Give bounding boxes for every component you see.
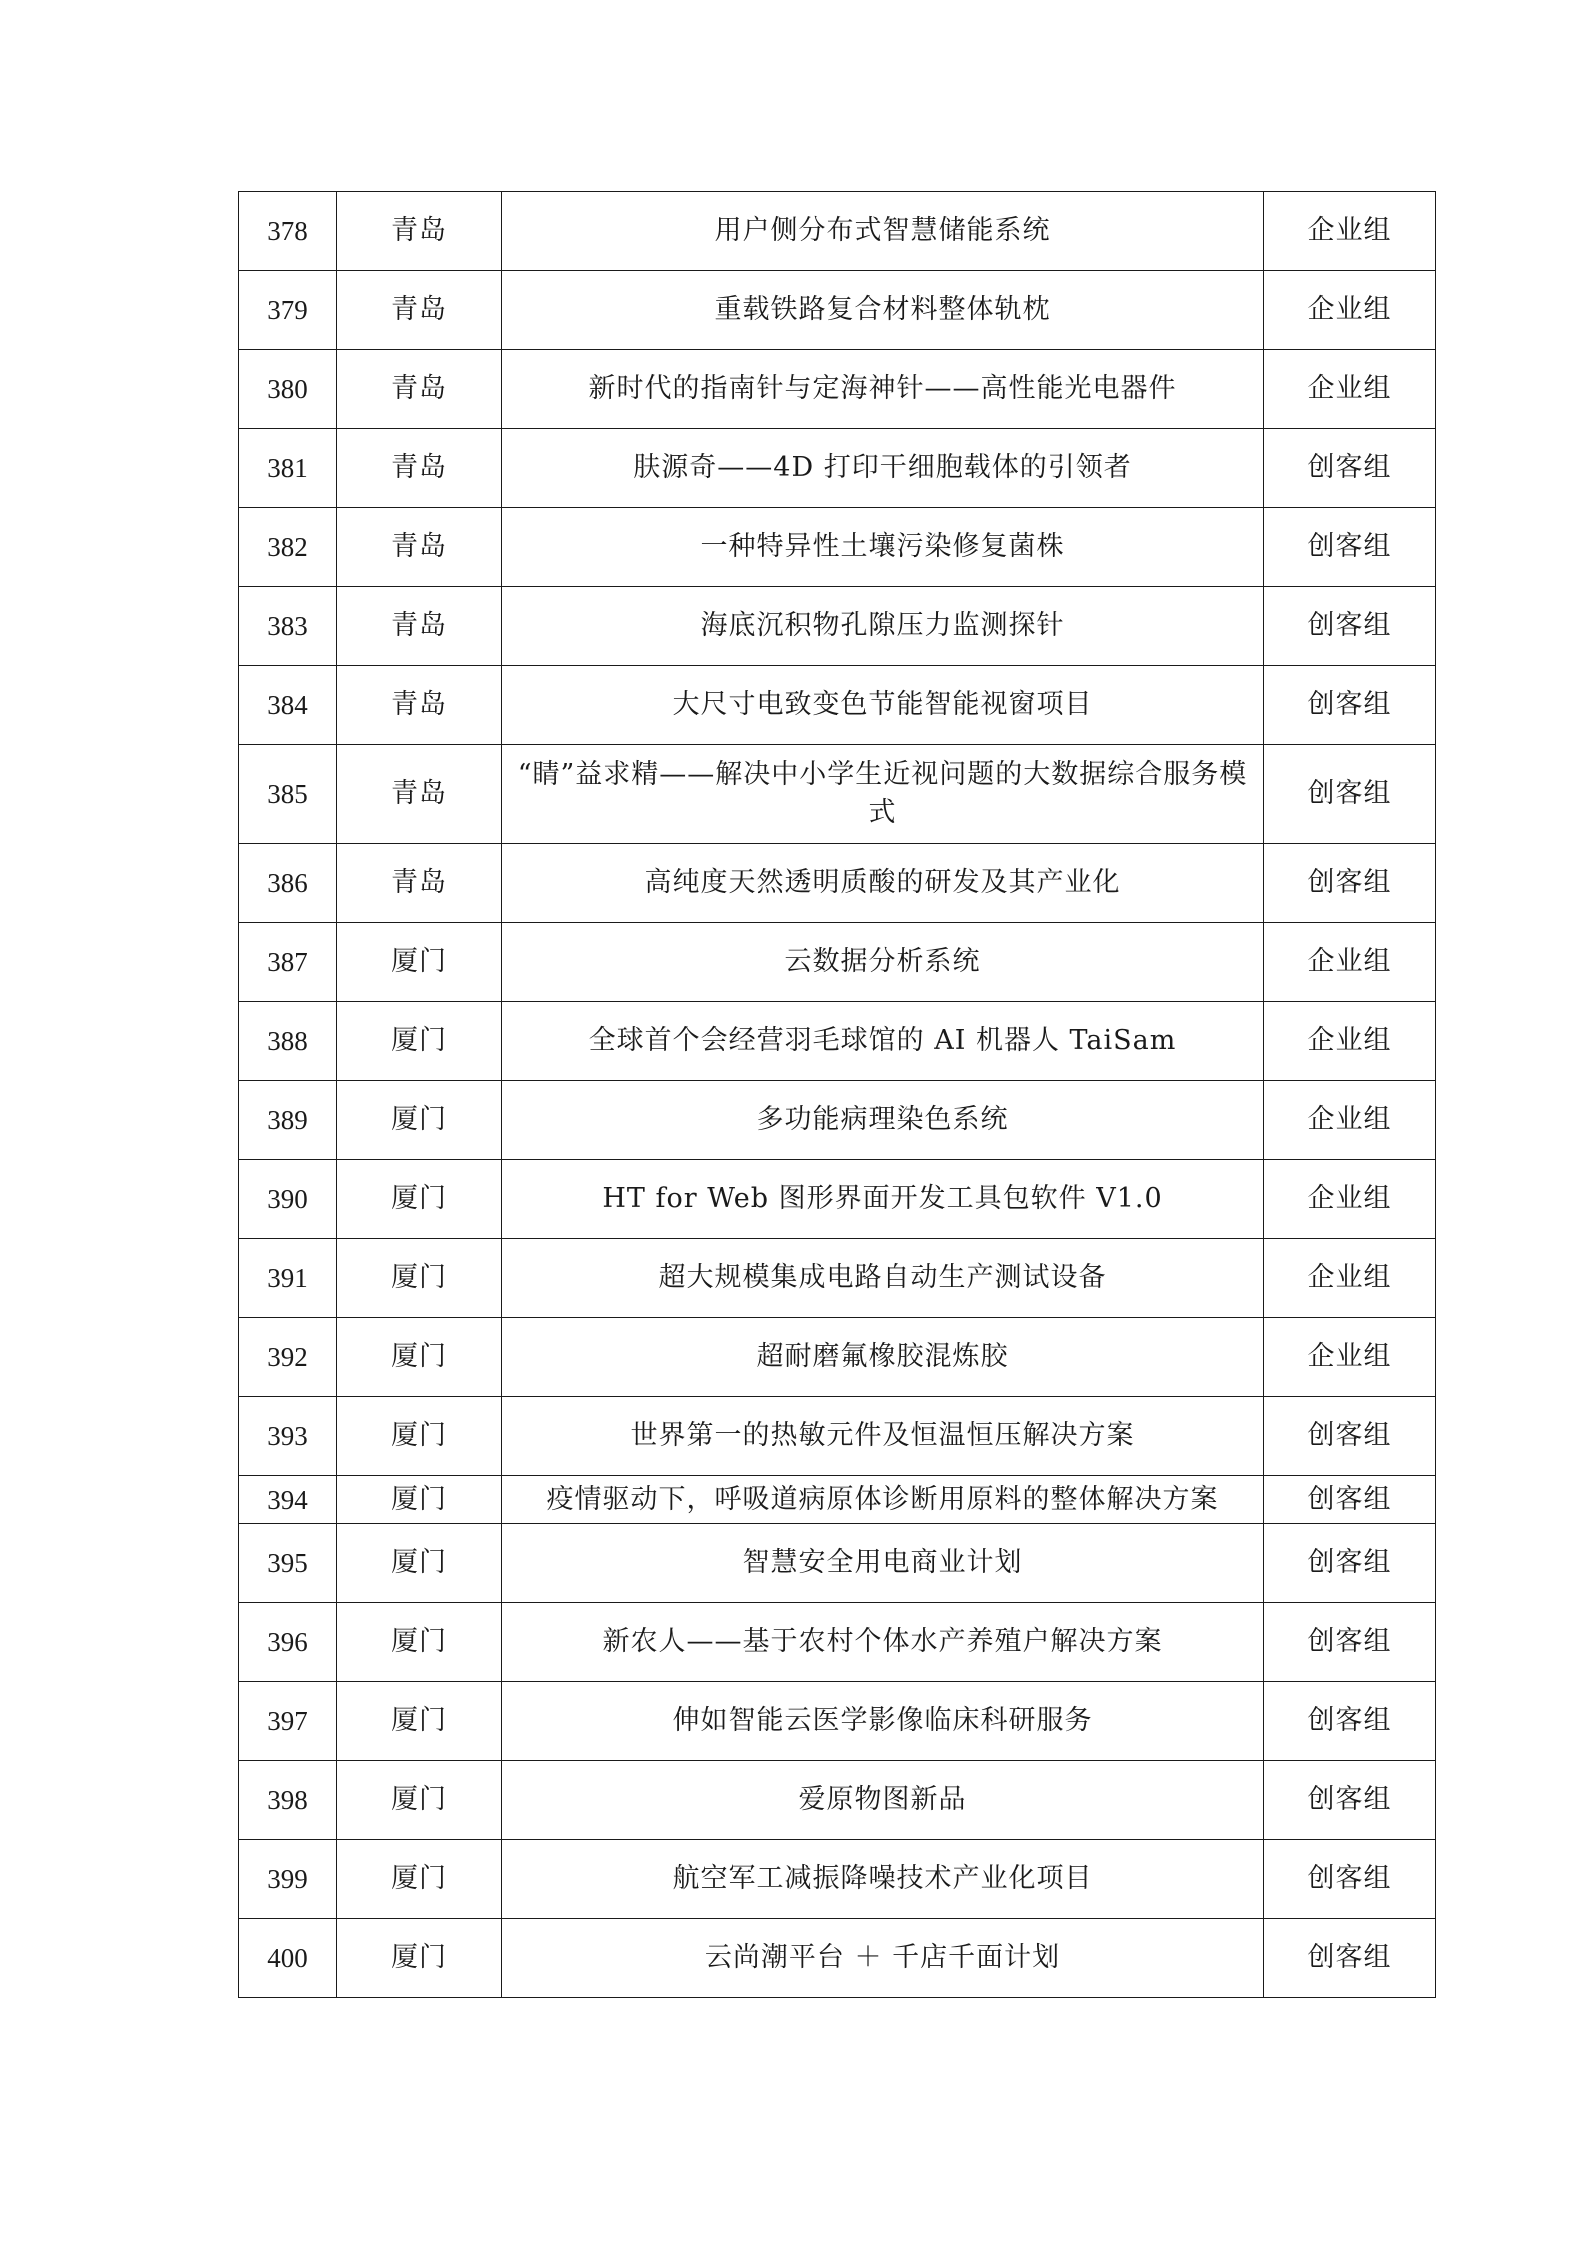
project-name-cell: 云数据分析系统 [502, 923, 1264, 1002]
project-name-cell: 云尚潮平台 ＋ 千店千面计划 [502, 1919, 1264, 1998]
table-row [239, 745, 1436, 844]
city-cell: 青岛 [337, 587, 502, 666]
city-cell: 厦门 [337, 1682, 502, 1761]
project-name-cell: 新农人——基于农村个体水产养殖户解决方案 [502, 1603, 1264, 1682]
table-row [239, 1397, 1436, 1476]
table-row [239, 1160, 1436, 1239]
city-cell: 厦门 [337, 1476, 502, 1524]
table-row [239, 1603, 1436, 1682]
table-row [239, 1682, 1436, 1761]
city-cell: 厦门 [337, 1761, 502, 1840]
table-row [239, 1081, 1436, 1160]
group-cell: 创客组 [1264, 1919, 1436, 1998]
city-cell: 厦门 [337, 1318, 502, 1397]
project-name-cell: 一种特异性土壤污染修复菌株 [502, 508, 1264, 587]
row-number-cell: 391 [239, 1239, 337, 1318]
project-table [238, 191, 1436, 1998]
group-cell: 创客组 [1264, 508, 1436, 587]
project-name-cell: 新时代的指南针与定海神针——高性能光电器件 [502, 350, 1264, 429]
project-name-cell: 大尺寸电致变色节能智能视窗项目 [502, 666, 1264, 745]
project-name-cell: 世界第一的热敏元件及恒温恒压解决方案 [502, 1397, 1264, 1476]
table-row [239, 587, 1436, 666]
row-number-cell: 392 [239, 1318, 337, 1397]
city-cell: 青岛 [337, 666, 502, 745]
group-cell: 创客组 [1264, 1603, 1436, 1682]
city-cell: 厦门 [337, 1239, 502, 1318]
project-name-cell: 超耐磨氟橡胶混炼胶 [502, 1318, 1264, 1397]
table-row [239, 429, 1436, 508]
project-name-cell: 海底沉积物孔隙压力监测探针 [502, 587, 1264, 666]
table-row [239, 1002, 1436, 1081]
table-row [239, 271, 1436, 350]
project-name-cell: 超大规模集成电路自动生产测试设备 [502, 1239, 1264, 1318]
table-row [239, 923, 1436, 1002]
row-number-cell: 388 [239, 1002, 337, 1081]
group-cell: 创客组 [1264, 1840, 1436, 1919]
project-name-cell: 爱原物图新品 [502, 1761, 1264, 1840]
row-number-cell: 379 [239, 271, 337, 350]
city-cell: 青岛 [337, 271, 502, 350]
row-number-cell: 378 [239, 192, 337, 271]
project-name-cell: 疫情驱动下，呼吸道病原体诊断用原料的整体解决方案 [502, 1476, 1264, 1524]
group-cell: 创客组 [1264, 1476, 1436, 1524]
group-cell: 创客组 [1264, 1761, 1436, 1840]
project-name-cell: HT for Web 图形界面开发工具包软件 V1.0 [502, 1160, 1264, 1239]
row-number-cell: 397 [239, 1682, 337, 1761]
project-name-cell: “睛”益求精——解决中小学生近视问题的大数据综合服务模式 [502, 745, 1264, 844]
table-row [239, 1239, 1436, 1318]
city-cell: 厦门 [337, 1603, 502, 1682]
city-cell: 厦门 [337, 1160, 502, 1239]
project-name-cell: 用户侧分布式智慧储能系统 [502, 192, 1264, 271]
table-row [239, 1919, 1436, 1998]
city-cell: 厦门 [337, 1840, 502, 1919]
group-cell: 企业组 [1264, 192, 1436, 271]
row-number-cell: 387 [239, 923, 337, 1002]
city-cell: 厦门 [337, 1397, 502, 1476]
table-row [239, 1476, 1436, 1524]
project-name-cell: 高纯度天然透明质酸的研发及其产业化 [502, 844, 1264, 923]
row-number-cell: 383 [239, 587, 337, 666]
city-cell: 青岛 [337, 192, 502, 271]
city-cell: 青岛 [337, 745, 502, 844]
project-name-cell: 肤源奇——4D 打印干细胞载体的引领者 [502, 429, 1264, 508]
project-name-cell: 全球首个会经营羽毛球馆的 AI 机器人 TaiSam [502, 1002, 1264, 1081]
row-number-cell: 385 [239, 745, 337, 844]
table-row [239, 1318, 1436, 1397]
row-number-cell: 389 [239, 1081, 337, 1160]
group-cell: 企业组 [1264, 1002, 1436, 1081]
row-number-cell: 399 [239, 1840, 337, 1919]
table-row [239, 666, 1436, 745]
city-cell: 青岛 [337, 508, 502, 587]
city-cell: 青岛 [337, 844, 502, 923]
project-name-cell: 多功能病理染色系统 [502, 1081, 1264, 1160]
project-name-cell: 重载铁路复合材料整体轨枕 [502, 271, 1264, 350]
row-number-cell: 395 [239, 1524, 337, 1603]
city-cell: 青岛 [337, 429, 502, 508]
group-cell: 创客组 [1264, 844, 1436, 923]
table-body [239, 192, 1436, 1998]
group-cell: 企业组 [1264, 271, 1436, 350]
row-number-cell: 393 [239, 1397, 337, 1476]
row-number-cell: 390 [239, 1160, 337, 1239]
city-cell: 厦门 [337, 1081, 502, 1160]
row-number-cell: 384 [239, 666, 337, 745]
group-cell: 创客组 [1264, 1682, 1436, 1761]
row-number-cell: 386 [239, 844, 337, 923]
city-cell: 厦门 [337, 923, 502, 1002]
row-number-cell: 398 [239, 1761, 337, 1840]
row-number-cell: 380 [239, 350, 337, 429]
group-cell: 企业组 [1264, 1081, 1436, 1160]
project-name-cell: 伸如智能云医学影像临床科研服务 [502, 1682, 1264, 1761]
row-number-cell: 382 [239, 508, 337, 587]
group-cell: 创客组 [1264, 1397, 1436, 1476]
city-cell: 厦门 [337, 1524, 502, 1603]
city-cell: 厦门 [337, 1919, 502, 1998]
group-cell: 企业组 [1264, 1160, 1436, 1239]
table-row [239, 508, 1436, 587]
group-cell: 企业组 [1264, 1239, 1436, 1318]
group-cell: 创客组 [1264, 587, 1436, 666]
row-number-cell: 394 [239, 1476, 337, 1524]
table-row [239, 1840, 1436, 1919]
row-number-cell: 396 [239, 1603, 337, 1682]
row-number-cell: 400 [239, 1919, 337, 1998]
group-cell: 企业组 [1264, 1318, 1436, 1397]
city-cell: 厦门 [337, 1002, 502, 1081]
table-row [239, 350, 1436, 429]
group-cell: 创客组 [1264, 666, 1436, 745]
table-row [239, 844, 1436, 923]
group-cell: 企业组 [1264, 923, 1436, 1002]
table-row [239, 192, 1436, 271]
group-cell: 企业组 [1264, 350, 1436, 429]
table-row [239, 1761, 1436, 1840]
row-number-cell: 381 [239, 429, 337, 508]
group-cell: 创客组 [1264, 429, 1436, 508]
group-cell: 创客组 [1264, 745, 1436, 844]
group-cell: 创客组 [1264, 1524, 1436, 1603]
project-name-cell: 航空军工减振降噪技术产业化项目 [502, 1840, 1264, 1919]
project-name-cell: 智慧安全用电商业计划 [502, 1524, 1264, 1603]
city-cell: 青岛 [337, 350, 502, 429]
table-row [239, 1524, 1436, 1603]
